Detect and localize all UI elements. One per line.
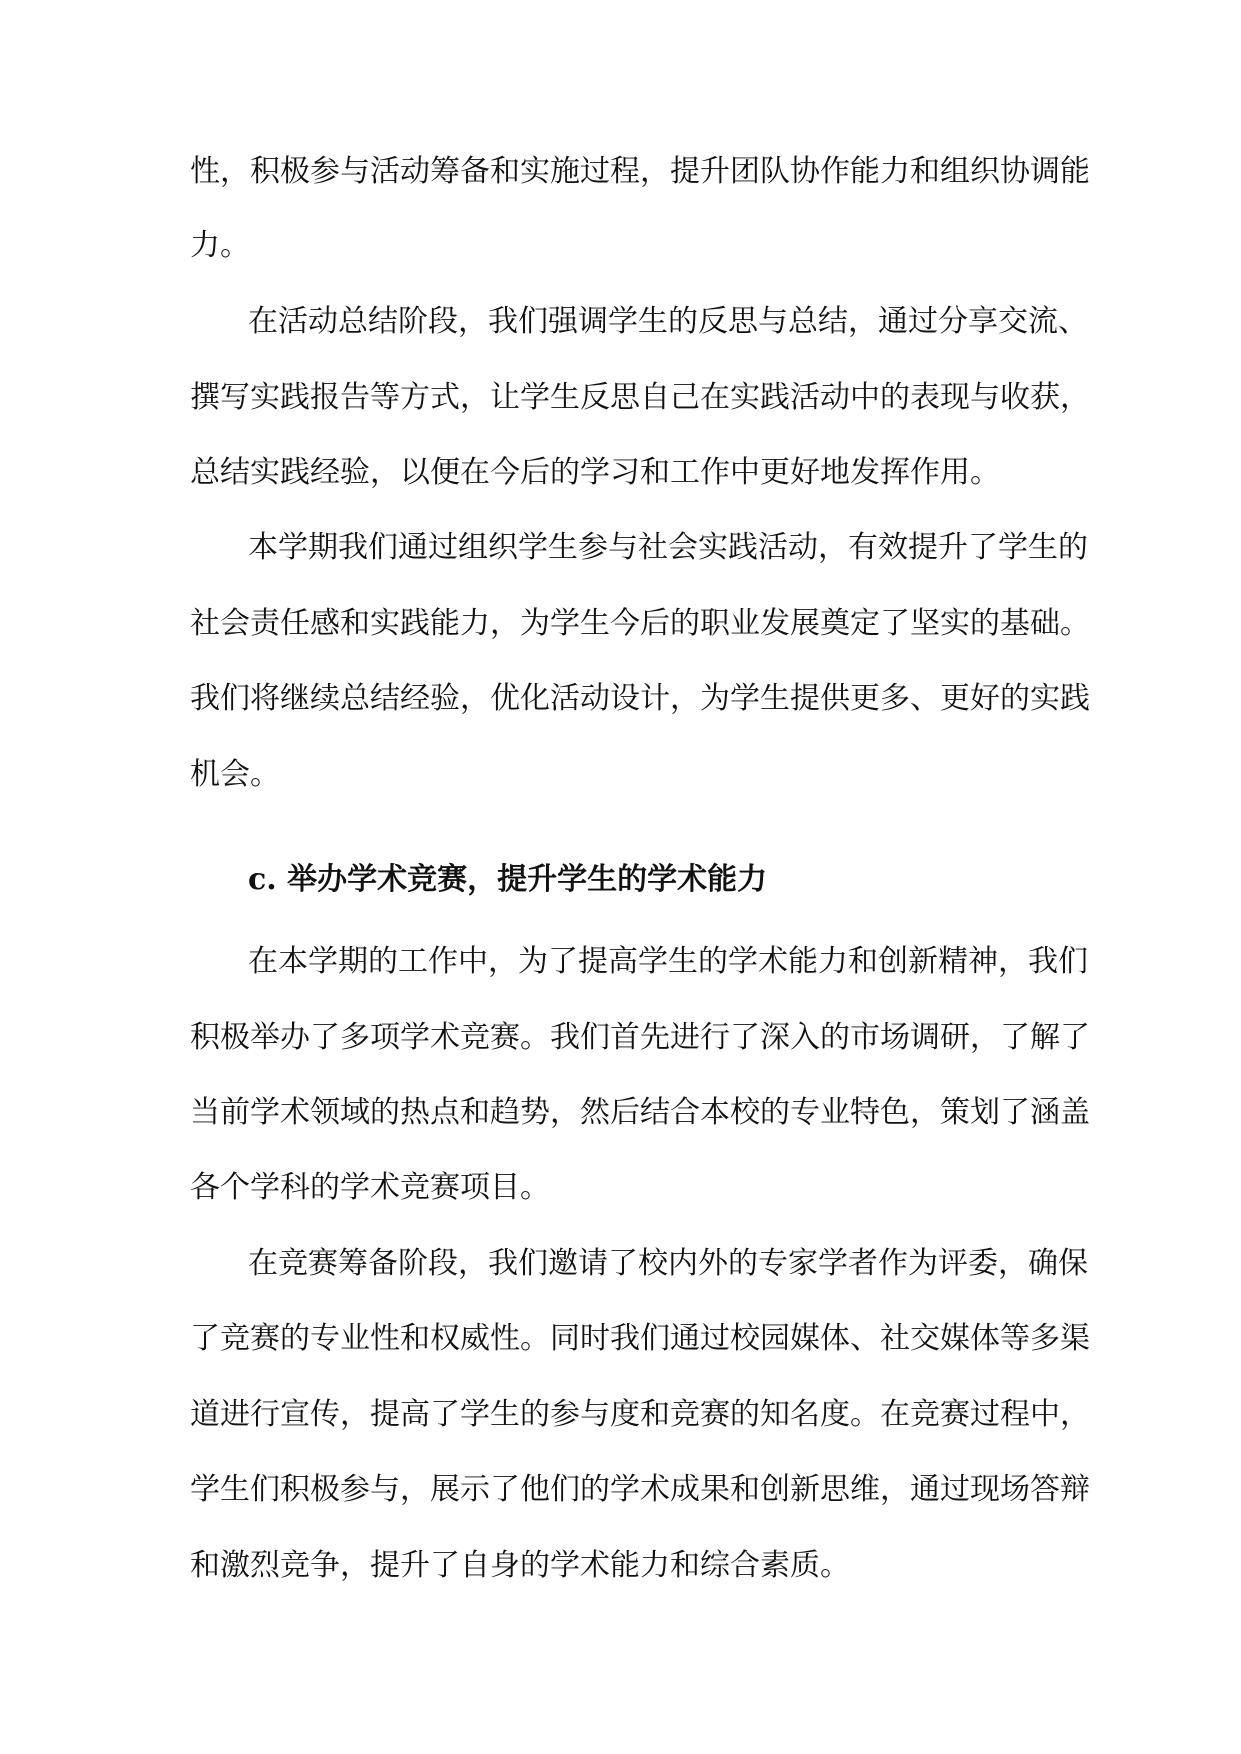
- paragraph-first-line: 本学期我们通过组织学生参与社会实践活动，有效提升了学生的: [248, 530, 1088, 565]
- paragraph-first-line: 在竞赛筹备阶段，我们邀请了校内外的专家学者作为评委，确保: [248, 1246, 1088, 1281]
- text-line: 力。: [190, 228, 250, 263]
- text-line: 当前学术领域的热点和趋势，然后结合本校的专业特色，策划了涵盖: [190, 1095, 1090, 1130]
- text-line: 我们将继续总结经验，优化活动设计，为学生提供更多、更好的实践: [190, 681, 1090, 716]
- text-line: 了竞赛的专业性和权威性。同时我们通过校园媒体、社交媒体等多渠: [190, 1321, 1090, 1356]
- text-line: 总结实践经验，以便在今后的学习和工作中更好地发挥作用。: [190, 455, 1000, 490]
- text-line: 各个学科的学术竞赛项目。: [190, 1170, 550, 1205]
- text-line: 性，积极参与活动筹备和实施过程，提升团队协作能力和组织协调能: [190, 154, 1090, 189]
- paragraph-first-line: 在本学期的工作中，为了提高学生的学术能力和创新精神，我们: [248, 944, 1088, 979]
- text-line: 和激烈竞争，提升了自身的学术能力和综合素质。: [190, 1548, 850, 1583]
- paragraph-first-line: 在活动总结阶段，我们强调学生的反思与总结，通过分享交流、: [248, 304, 1088, 339]
- text-line: 学生们积极参与，展示了他们的学术成果和创新思维，通过现场答辩: [190, 1472, 1090, 1507]
- text-line: 积极举办了多项学术竞赛。我们首先进行了深入的市场调研，了解了: [190, 1020, 1090, 1055]
- text-line: 撰写实践报告等方式，让学生反思自己在实践活动中的表现与收获，: [190, 380, 1090, 415]
- section-heading: c. 举办学术竞赛，提升学生的学术能力: [248, 862, 768, 897]
- text-line: 社会责任感和实践能力，为学生今后的职业发展奠定了坚实的基础。: [190, 606, 1090, 641]
- text-line: 机会。: [190, 757, 280, 792]
- text-line: 道进行宣传，提高了学生的参与度和竞赛的知名度。在竞赛过程中，: [190, 1397, 1090, 1432]
